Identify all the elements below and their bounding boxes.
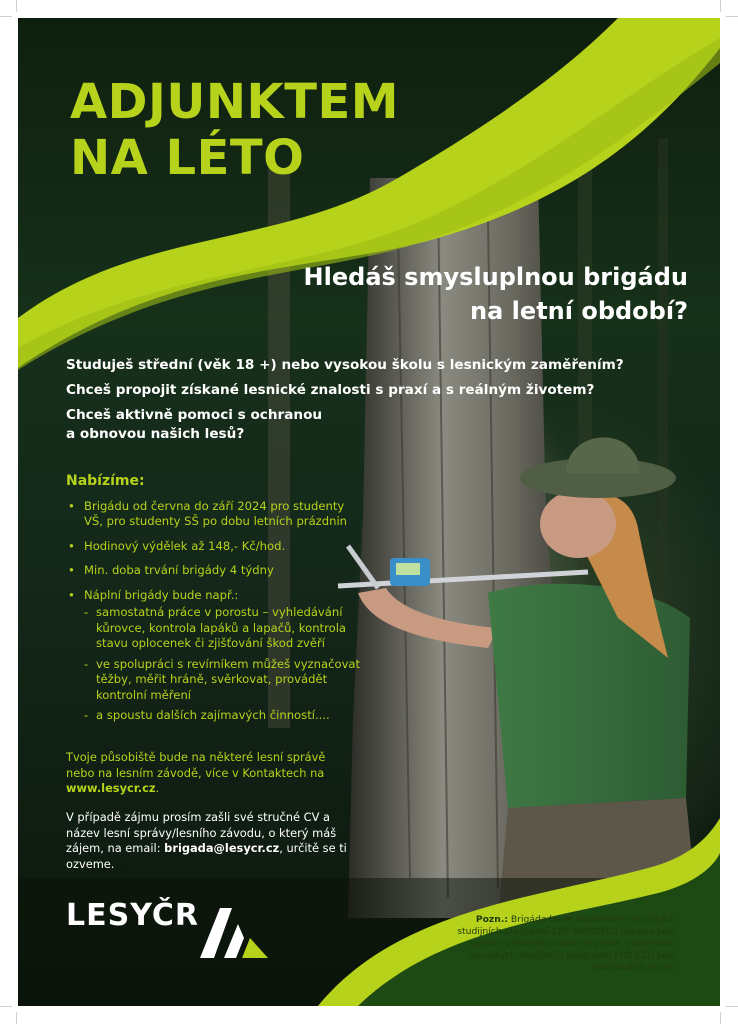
contact-info [66, 810, 356, 872]
email-link[interactable]: brigada@lesycr.cz [164, 841, 280, 855]
offer-section [66, 474, 366, 733]
offer-item: • Hodinový výdělek až 148,- Kč/hod. [66, 539, 366, 555]
title-line-1: ADJUNKTEM [70, 74, 399, 130]
intro-question-2: Chceš propojit získané lesnické znalosti s praxí a s reálným životem? [66, 382, 595, 398]
intro-question-1: Studuješ střední (věk 18 +) nebo vysokou školu s lesnickým zaměřením? [66, 357, 624, 373]
crop-mark [0, 16, 12, 17]
intro-question-3a: Chceš aktivně pomoci s ochranou [66, 407, 323, 423]
headline-question [208, 260, 688, 328]
duty-item: - a spoustu dalších zajímavých činností.... [84, 708, 366, 724]
duty-item: - samostatná práce v porostu – vyhledávání kůrovce, kontrola lapáků a lapačů, kontrola stavu oplocenek či zjišťování škod zvěří [84, 605, 366, 652]
contact-text [66, 810, 356, 872]
crop-mark [726, 1006, 738, 1007]
crop-mark [720, 1012, 721, 1024]
offer-list [66, 499, 366, 724]
crop-mark [726, 16, 738, 17]
crop-mark [720, 0, 721, 12]
duties-list [84, 605, 366, 724]
location-body: Tvoje působiště bude na některé lesní správě nebo na lesním závodě, více v Kontaktech na [66, 750, 326, 780]
logo-text: LESYČR [66, 898, 199, 933]
footnote [430, 914, 676, 974]
location-info [66, 750, 356, 809]
contact-after: , určitě se ti ozveme. [66, 841, 347, 871]
question-line-2: na letní období? [470, 297, 688, 325]
poster-title [70, 74, 399, 186]
crop-mark [0, 1006, 12, 1007]
offer-item: Náplní brigády bude např.: [84, 587, 239, 602]
intro-question-3 [66, 406, 686, 444]
crop-mark [16, 1012, 17, 1024]
intro-question-3b: a obnovou našich lesů? [66, 426, 245, 442]
location-text [66, 750, 356, 797]
question-line-1: Hledáš smysluplnou brigádu [303, 263, 688, 291]
logo-mark-icon [198, 904, 270, 960]
footnote-label: Pozn.: [475, 914, 508, 925]
crop-mark [16, 0, 17, 12]
offer-item: • Brigádu od června do září 2024 pro studenty VŠ, pro studenty SŠ po dobu letních prázdnin [66, 499, 366, 530]
footnote-text: Brigáda bude studentům lesnických studijních programů LDF MENDELU uznána jako splnění předmětu odborné praxe, studentům lesnických studijních programů FLD ČZU jako individuální praxe. [457, 914, 676, 973]
title-line-2: NA LÉTO [70, 130, 305, 186]
contact-body: V případě zájmu prosím zašli své stručné CV a název lesní správy/lesního závodu, o který máš zájem, na email: [66, 810, 337, 855]
offer-item: • Min. doba trvání brigády 4 týdny [66, 563, 366, 579]
website-link[interactable]: www.lesycr.cz [66, 781, 156, 795]
lesy-cr-logo [66, 898, 266, 968]
intro-questions [66, 356, 686, 450]
offer-heading: Nabízíme: [66, 473, 145, 489]
poster [18, 18, 720, 1006]
offer-item-duties [66, 588, 366, 724]
duty-item: - ve spolupráci s revírníkem můžeš vyznačovat těžby, měřit hráně, svěrkovat, provádět kontrolní měření [84, 657, 366, 704]
location-after: . [155, 781, 160, 795]
